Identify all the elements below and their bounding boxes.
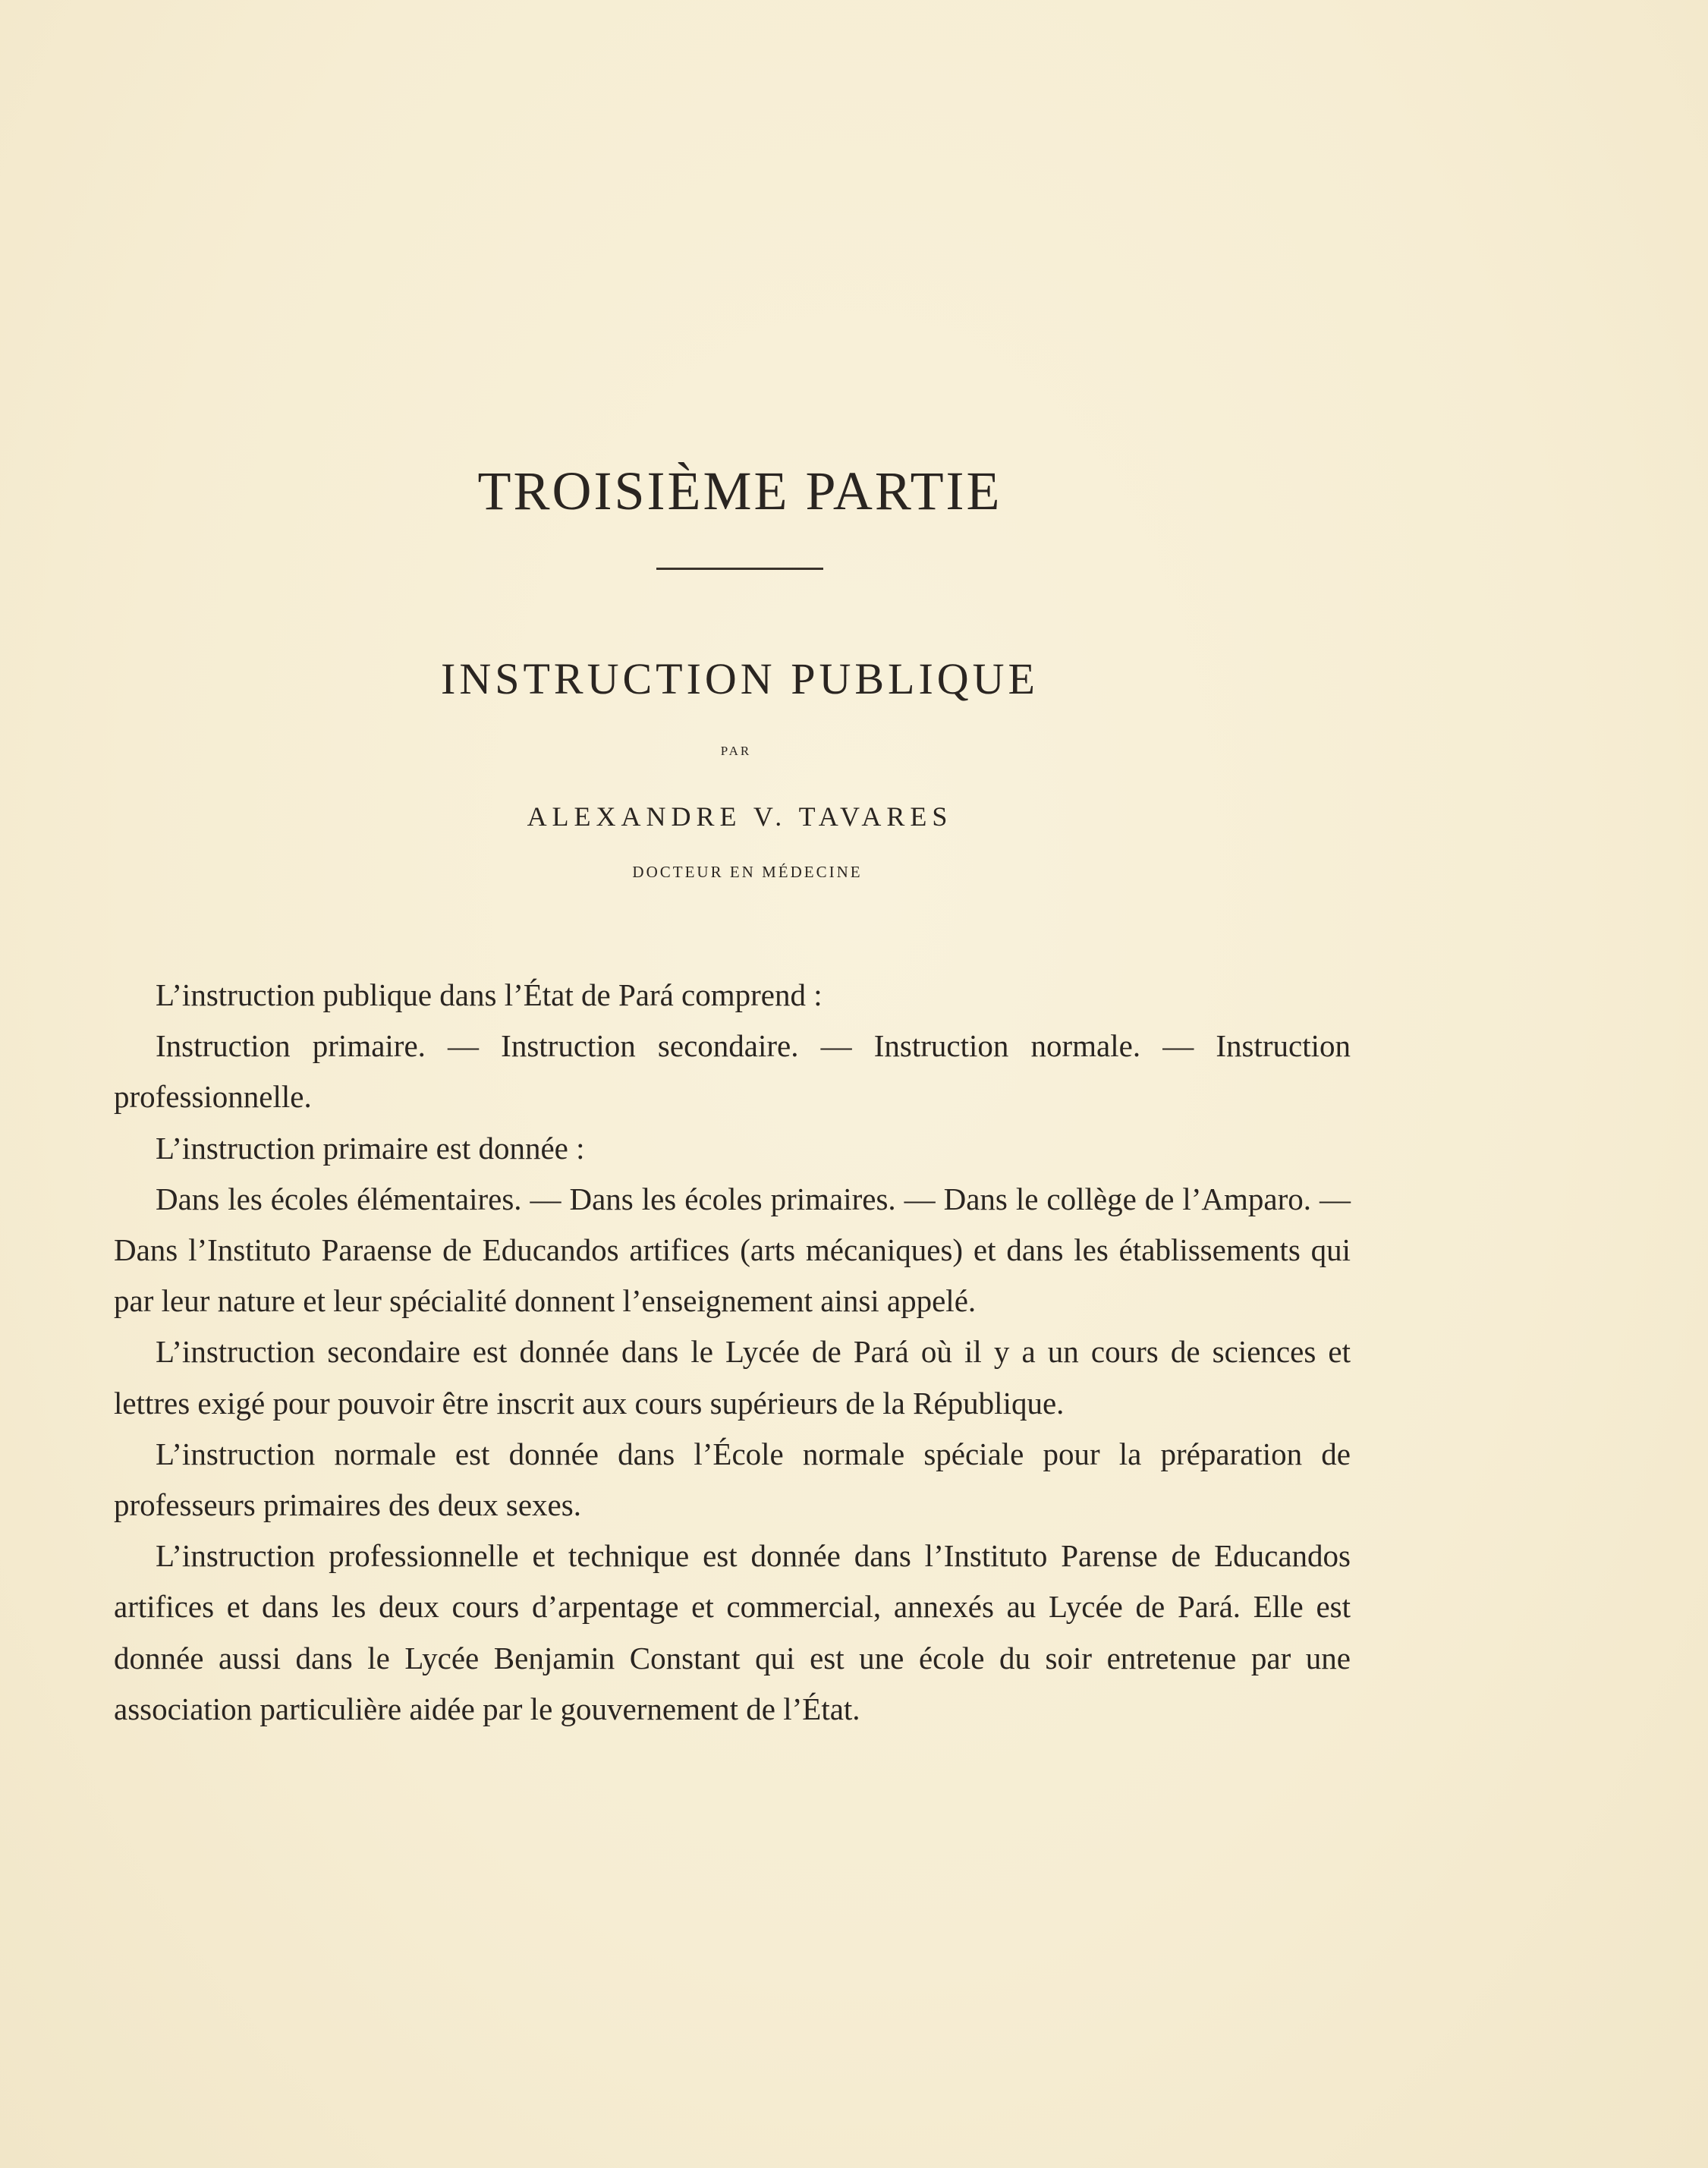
paragraph-4: Dans les écoles élémentaires. — Dans les écoles primaires. — Dans le collège de l’Amparo. — Dans l’Instituto Paraense de Educandos artifices (arts mécaniques) et dans les établissements qui par leur nature et leur spécialité donnent l’enseignement ainsi appelé.	[114, 1181, 1351, 1319]
section-title: INSTRUCTION PUBLIQUE	[441, 654, 1039, 703]
part-title: TROISIÈME PARTIE	[477, 461, 1002, 521]
paragraph-3: L’instruction primaire est donnée :	[156, 1130, 585, 1166]
paragraph-6: L’instruction normale est donnée dans l’École normale spéciale pour la préparation de professeurs primaires des deux sexes.	[114, 1436, 1351, 1523]
paragraph-5: L’instruction secondaire est donnée dans le Lycée de Pará où il y a un cours de sciences et lettres exigé pour pouvoir être inscrit aux cours supérieurs de la République.	[114, 1334, 1351, 1421]
author-degree: DOCTEUR EN MÉDECINE	[632, 863, 863, 881]
paragraph-2: Instruction primaire. — Instruction secondaire. — Instruction normale. — Instruction professionnelle.	[114, 1028, 1351, 1115]
body-text	[114, 970, 1351, 1735]
title-divider	[656, 568, 823, 570]
by-label: PAR	[720, 744, 752, 758]
paragraph-1: L’instruction publique dans l’État de Pará comprend :	[156, 977, 823, 1012]
paragraph-7: L’instruction professionnelle et technique est donnée dans l’Instituto Parense de Educandos artifices et dans les deux cours d’arpentage et commercial, annexés au Lycée de Pará. Elle est donnée aussi dans le Lycée Benjamin Constant qui est une école du soir entretenue par une association particulière aidée par le gouvernement de l’État.	[114, 1538, 1351, 1726]
author-name: ALEXANDRE V. TAVARES	[527, 801, 953, 832]
